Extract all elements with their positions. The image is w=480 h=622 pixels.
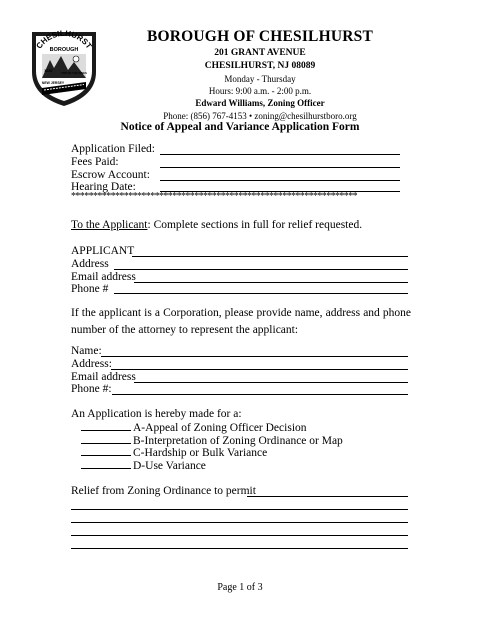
relief-line-1[interactable]: [71, 509, 408, 510]
office-hours: Hours: 9:00 a.m. - 2:00 p.m.: [208, 86, 312, 96]
option-c-blank[interactable]: [81, 446, 131, 456]
city-address: CHESILHURST, NJ 08089: [204, 60, 316, 71]
applicant-field[interactable]: [132, 256, 408, 257]
to-applicant-text: : Complete sections in full for relief requested.: [147, 219, 363, 231]
applicant-email-label: Email address: [71, 271, 136, 283]
applicant-phone-label: Phone #: [71, 283, 109, 295]
borough-seal-logo: [28, 26, 100, 108]
attorney-phone-field[interactable]: [112, 394, 408, 395]
attorney-phone-label: Phone #:: [71, 383, 112, 395]
option-a-label: A-Appeal of Zoning Officer Decision: [133, 422, 307, 434]
applicant-label: APPLICANT: [71, 245, 135, 257]
seal-top-text: CHESILHURST: [34, 28, 94, 51]
office-days: Monday - Thursday: [224, 73, 296, 84]
page-number: Page 1 of 3: [217, 582, 263, 593]
hearing-date-label: Hearing Date:: [71, 181, 136, 193]
relief-line-3[interactable]: [71, 535, 408, 536]
borough-title: BOROUGH OF CHESILHURST: [146, 28, 374, 45]
corporation-instructions: If the applicant is a Corporation, please provide name, address and phone number of the attorney to represent the applicant:: [71, 307, 411, 336]
attorney-email-label: Email address: [71, 371, 136, 383]
seal-sub-text: BOROUGH: [49, 47, 79, 53]
option-d-label: D-Use Variance: [133, 460, 206, 472]
option-c-label: C-Hardship or Bulk Variance: [133, 447, 268, 459]
applicant-instruction: [71, 219, 362, 232]
option-d-blank[interactable]: [81, 459, 131, 469]
applicant-phone-field[interactable]: [114, 293, 408, 294]
application-intro: An Application is hereby made for a:: [71, 408, 242, 420]
applicant-address-label: Address: [71, 258, 109, 270]
attorney-name-field[interactable]: [101, 356, 408, 357]
applicant-address-field[interactable]: [114, 269, 408, 270]
separator-stars: *****************************************************************: [71, 191, 358, 202]
attorney-address-label: Address:: [71, 358, 112, 370]
escrow-account-field[interactable]: [160, 180, 400, 181]
fees-paid-field[interactable]: [160, 167, 400, 168]
contact-info: Phone: (856) 767-4153 • zoning@chesilhurstboro.org: [163, 110, 357, 121]
relief-field[interactable]: [247, 496, 408, 497]
zoning-officer: Edward Williams, Zoning Officer: [195, 98, 325, 109]
attorney-name-label: Name:: [71, 345, 102, 357]
fees-paid-label: Fees Paid:: [71, 156, 119, 168]
seal-state-text: NEW JERSEY: [41, 81, 65, 85]
street-address: 201 GRANT AVENUE: [214, 47, 306, 58]
option-c[interactable]: [81, 446, 267, 460]
seal-year-text: 1887: [44, 68, 53, 73]
attorney-email-field[interactable]: [134, 382, 408, 383]
application-filed-field[interactable]: [160, 154, 400, 155]
application-filed-label: Application Filed:: [71, 143, 156, 155]
attorney-address-field[interactable]: [111, 369, 408, 370]
option-b-blank[interactable]: [81, 434, 131, 444]
relief-line-2[interactable]: [71, 522, 408, 523]
option-a[interactable]: [81, 421, 307, 435]
form-title: Notice of Appeal and Variance Application Form: [120, 121, 360, 133]
applicant-email-field[interactable]: [134, 282, 408, 283]
relief-line-4[interactable]: [71, 548, 408, 549]
escrow-account-label: Escrow Account:: [71, 169, 150, 181]
relief-label: Relief from Zoning Ordinance to permit: [71, 485, 256, 497]
seal-motto-text: TOP OF THE PINES: [61, 71, 87, 75]
option-b-label: B-Interpretation of Zoning Ordinance or Map: [133, 435, 343, 447]
letterhead: [120, 28, 400, 121]
to-applicant-label: To the Applicant: [71, 219, 148, 231]
option-a-blank[interactable]: [81, 421, 131, 431]
option-d[interactable]: [81, 459, 206, 473]
